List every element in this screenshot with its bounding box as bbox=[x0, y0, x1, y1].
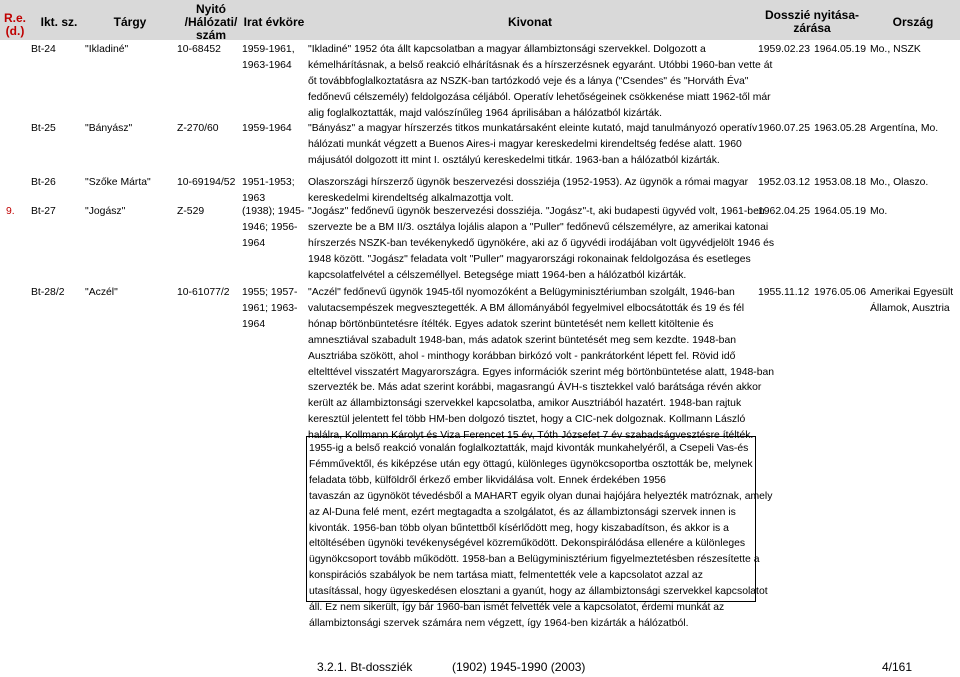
row-nyitas: 1952.03.12 bbox=[758, 177, 811, 188]
row-szam: 10-61077/2 bbox=[177, 287, 230, 298]
row-orszag: Argentína, Mo. bbox=[870, 123, 939, 134]
row-evkor: 1959-1964 bbox=[242, 123, 292, 134]
footer-section: 3.2.1. Bt-dossziék bbox=[317, 660, 413, 674]
row-zaras: 1964.05.19 bbox=[814, 206, 867, 217]
row-targy: "Aczél" bbox=[85, 287, 118, 298]
row-nyitas: 1960.07.25 bbox=[758, 123, 811, 134]
row-nyitas: 1955.11.12 bbox=[758, 287, 810, 298]
row-evkor: 1951-1953; 1963 bbox=[242, 177, 295, 204]
row-orszag: Amerikai Egyesült Államok, Ausztria bbox=[870, 287, 954, 314]
row-re: 9. bbox=[6, 206, 15, 217]
row-kivonat: "Aczél" fedőnevű ügynök 1945-től nyomozóként a Belügyminisztériumban szolgált, 1946-ban valutacsempészek megvesztegették. A BM állományából fegyelmivel elbocsátották és 19 és fél hónap börtönbüntetésre ítélték. Egyes adatok szerint büntetését nem kellett kitöltenie és amnesztiával szabadult 1948-ban, más adatok szerint büntetését meg sem kezdte. 1948-ban Ausztriába szökött, ahol - minthogy korábban birkózó volt - pankrátorként lépett fel. Rövid idő eltelttével visszatért Magyarországra. Egyes információk szerint még börtönbüntetése alatt, 1948-ban szervezték be. Más adat szerint korábbi, magasrangú ÁVH-s tisztekkel való barátsága révén akkor került az állambiztonsági szervekkel kapcsolatba, amikor Ausztriából hazatért. 1948-ban rajtuk keresztül jelentett fel több HM-ben dolgozó tisztet, hogy a CIC-nek dolgoznak. Kollmann László halálra, Kollmann Károlyt és Viza Ferencet 15 év, Tóth Józsefet 7 év szabadságvesztésre ítélték. bbox=[308, 287, 775, 442]
row-targy: "Bányász" bbox=[85, 123, 133, 134]
row-targy: "Ikladiné" bbox=[85, 44, 129, 55]
row-zaras: 1976.05.06 bbox=[814, 287, 867, 298]
table-header bbox=[0, 0, 960, 40]
row-ikt: Bt-26 bbox=[31, 177, 56, 188]
row-kivonat: "Ikladiné" 1952 óta állt kapcsolatban a magyar állambiztonsági szervekkel. Dolgozott a kémelhárításnak, a belső reakció elhárításnak és a hírszerzésnek egyaránt. Utóbbi 1960-ban vette át őt továbbfoglalkoztatásra az NSZK-ban tartózkodó veje és a lánya ("Csendes" és "Horváth Éva" fedőnevű célszemély) feldolgozása céljából. Operatív lehetőségeinek csökkenése miatt 1962-től már alig foglalkoztatták, majd valószínűleg 1964 áprilisában a hálózatból kizárták. bbox=[308, 44, 773, 119]
row-evkor: 1955; 1957- 1961; 1963- 1964 bbox=[242, 287, 298, 330]
row-ikt: Bt-24 bbox=[31, 44, 56, 55]
row-szam: Z-270/60 bbox=[177, 123, 219, 134]
row-orszag: Mo. bbox=[870, 206, 888, 217]
row-targy: "Szőke Márta" bbox=[85, 177, 151, 188]
row-zaras: 1963.05.28 bbox=[814, 123, 867, 134]
row-zaras: 1964.05.19 bbox=[814, 44, 867, 55]
header-re: R.e. (d.) bbox=[4, 11, 27, 38]
row-ikt: Bt-25 bbox=[31, 123, 56, 134]
row-kivonat: Olaszországi hírszerző ügynök beszervezési dossziéja (1952-1953). Az ügynök a római magyar kereskedelmi kirendeltség alkalmazottja volt. bbox=[308, 177, 749, 204]
row-evkor: (1938); 1945- 1946; 1956- 1964 bbox=[242, 206, 305, 249]
header-irat-evkore: Irat évköre bbox=[243, 15, 305, 29]
row-zaras: 1953.08.18 bbox=[814, 177, 867, 188]
row-orszag: Mo., NSZK bbox=[870, 44, 921, 55]
header-nyito-szam: Nyitó /Hálózati/ szám bbox=[184, 2, 238, 42]
row-szam: 10-69194/52 bbox=[177, 177, 236, 188]
header-iktsz: Ikt. sz. bbox=[40, 15, 78, 29]
row-szam: 10-68452 bbox=[177, 44, 221, 55]
row-szam: Z-529 bbox=[177, 206, 205, 217]
footer-page-number: 4/161 bbox=[882, 660, 913, 674]
continuation-box bbox=[306, 436, 773, 629]
header-orszag: Ország bbox=[892, 15, 934, 29]
row-ikt: Bt-28/2 bbox=[31, 287, 65, 298]
row-kivonat: "Bányász" a magyar hírszerzés titkos munkatársaként eleinte kutató, majd tanulmányozó operatív hálózati munkát végzett a Buenos Aires-i magyar kereskedelmi kirendeltség fedése alatt. 1960 májusától dolgozott itt mint I. osztályú kereskedelmi titkár. 1963-ban a hálózatból kizárták. bbox=[308, 123, 758, 166]
row-nyitas: 1959.02.23 bbox=[758, 44, 811, 55]
row-nyitas: 1962.04.25 bbox=[758, 206, 811, 217]
header-kivonat: Kivonat bbox=[507, 15, 552, 29]
row-orszag: Mo., Olaszo. bbox=[870, 177, 929, 188]
header-targy: Tárgy bbox=[113, 15, 147, 29]
row-kivonat: "Jogász" fedőnevű ügynök beszervezési dossziéja. "Jogász"-t, aki budapesti ügyvéd volt, 1961-ben szervezte be a BM II/3. osztálya lojális alapon a "Puller" fedőnevű célszemélyre, az amerikai katonai hírszerzés NSZK-ban tevékenykedő ügynökére, aki az ő ügyvédi irodájában volt ügyvédjelölt 1946 és 1948 között. "Jogász" feladata volt "Puller" magyarországi rokonainak feldolgozása és esetleges kapcsolatfelvétel a célszeméllyel. Betegsége miatt 1964-ben a hálózatból kizárták. bbox=[308, 206, 775, 281]
footer-years: (1902) 1945-1990 (2003) bbox=[452, 660, 586, 674]
continuation-text: 1955-ig a belső reakció vonalán foglalkoztatták, majd kivonták munkahelyéről, a Csepeli Vas-és Fémművektől, és kiképzése után egy öttagú, különleges ügynökcsoportba osztották be, melynek feladata több, külföldről érkező ember likvidálása volt. Ennek érdekében 1956 tavaszán az ügynököt tévedésből a MAHART egyik olyan dunai hajójára helyezték matróznak, amely az Al-Duna felé ment, ezért megtagadta a szolgálatot, és az állambiztonsági szervek innen is kivonták. 1956-ban több olyan bűntettből kísérlődött meg, hogy kiszabadítson, és akkor is a eltöltésében ügynöki tevékenységével közreműködött. Dekonspirálódása ellenére a különleges ügynökcsoport tovább működött. 1958-ban a Belügyminisztérium figyelmeztetésben részesítette a konspirációs szabályok be nem tartása miatt, felmentették vele a kapcsolatot azzal az utasítással, hogy ügyeskedésen elosztani a gyanút, hogy az állambiztonsági szervekkel kapcsolatot áll. Ez nem sikerült, így bár 1960-ban ismét felvették vele a kapcsolatot, érdemi munkát az állambiztonsági szervek számára nem végzett, így 1964-ben kizárták a hálózatból. bbox=[309, 443, 773, 629]
row-evkor: 1959-1961, 1963-1964 bbox=[242, 44, 295, 71]
header-dosszie: Dosszié nyitása- zárása bbox=[764, 8, 860, 35]
row-targy: "Jogász" bbox=[85, 206, 126, 217]
row-ikt: Bt-27 bbox=[31, 206, 56, 217]
